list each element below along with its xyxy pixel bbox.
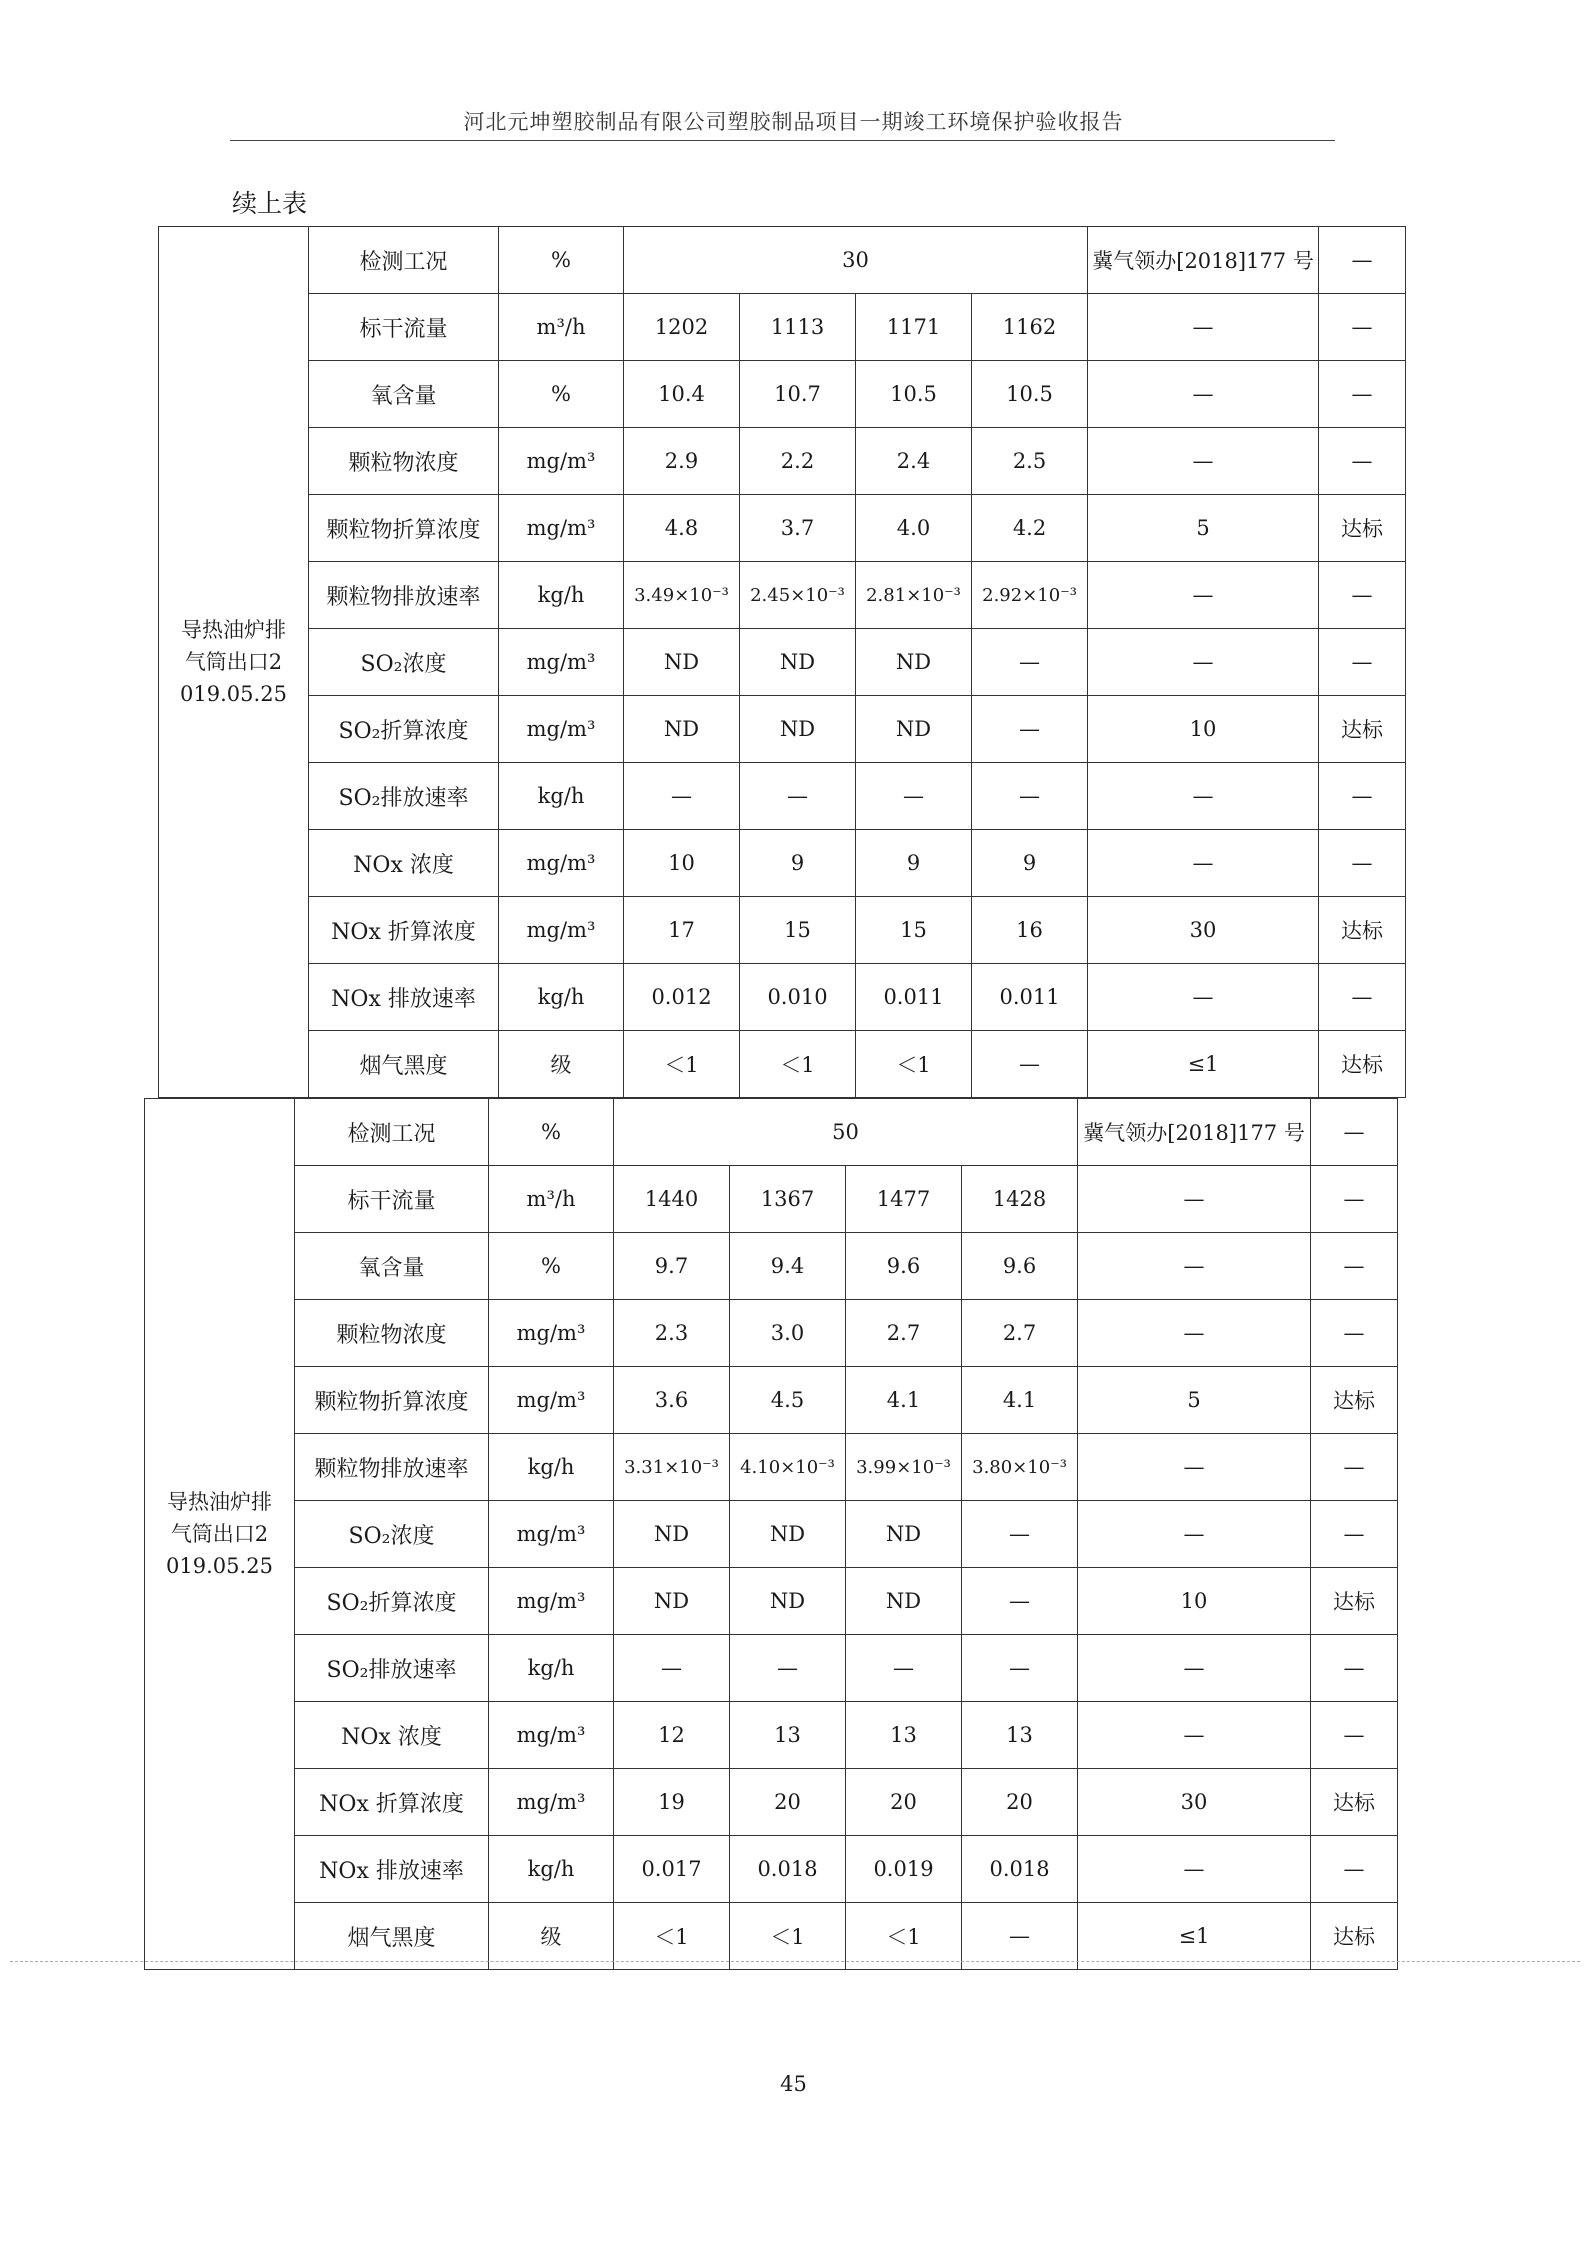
table-row bbox=[159, 227, 1406, 294]
unit: mg/m³ bbox=[499, 428, 624, 495]
table-row bbox=[145, 1367, 1398, 1434]
table-row bbox=[145, 1099, 1398, 1166]
value-cell: 0.010 bbox=[740, 964, 856, 1031]
unit: mg/m³ bbox=[489, 1367, 614, 1434]
standard: ≤1 bbox=[1088, 1031, 1319, 1098]
value-cell: 10.5 bbox=[972, 361, 1088, 428]
value-cell: 1440 bbox=[614, 1166, 730, 1233]
value-cell: 4.2 bbox=[972, 495, 1088, 562]
result: 达标 bbox=[1319, 696, 1406, 763]
result: 达标 bbox=[1319, 897, 1406, 964]
continued-label: 续上表 bbox=[232, 189, 308, 218]
standard: 5 bbox=[1088, 495, 1319, 562]
standard: 冀气领办[2018]177 号 bbox=[1078, 1099, 1311, 1166]
table-row bbox=[145, 1233, 1398, 1300]
value-cell: 13 bbox=[962, 1702, 1078, 1769]
table-row bbox=[159, 495, 1406, 562]
standard: — bbox=[1078, 1836, 1311, 1903]
item-name: 标干流量 bbox=[309, 294, 499, 361]
value-cell: 10.7 bbox=[740, 361, 856, 428]
result: — bbox=[1311, 1166, 1398, 1233]
value-cell: 0.018 bbox=[730, 1836, 846, 1903]
result: — bbox=[1319, 964, 1406, 1031]
unit: mg/m³ bbox=[489, 1568, 614, 1635]
table-row bbox=[145, 1702, 1398, 1769]
value-cell: 1171 bbox=[856, 294, 972, 361]
value-cell: 2.92×10⁻³ bbox=[972, 562, 1088, 629]
unit: mg/m³ bbox=[499, 629, 624, 696]
item-name: NOx 折算浓度 bbox=[295, 1769, 489, 1836]
result: — bbox=[1311, 1300, 1398, 1367]
value-cell: ND bbox=[614, 1568, 730, 1635]
value-cell: 2.3 bbox=[614, 1300, 730, 1367]
standard: 冀气领办[2018]177 号 bbox=[1088, 227, 1319, 294]
value-cell: ND bbox=[740, 629, 856, 696]
table-row bbox=[159, 294, 1406, 361]
monitoring-table-1 bbox=[158, 226, 1406, 1098]
value-cell: ＜1 bbox=[614, 1903, 730, 1970]
value-cell: 2.5 bbox=[972, 428, 1088, 495]
result: — bbox=[1319, 428, 1406, 495]
standard: — bbox=[1078, 1300, 1311, 1367]
value-cell: 10.5 bbox=[856, 361, 972, 428]
table-row bbox=[159, 562, 1406, 629]
table-row bbox=[145, 1568, 1398, 1635]
item-name: 颗粒物折算浓度 bbox=[295, 1367, 489, 1434]
unit: % bbox=[499, 227, 624, 294]
value-cell: 9.4 bbox=[730, 1233, 846, 1300]
standard: — bbox=[1088, 830, 1319, 897]
value-cell: — bbox=[972, 1031, 1088, 1098]
table-row bbox=[145, 1769, 1398, 1836]
value-cell: 20 bbox=[730, 1769, 846, 1836]
value-cell: 12 bbox=[614, 1702, 730, 1769]
value-cell: 2.9 bbox=[624, 428, 740, 495]
value-cell: ND bbox=[614, 1501, 730, 1568]
standard: — bbox=[1078, 1166, 1311, 1233]
value-cell: 2.4 bbox=[856, 428, 972, 495]
table-row bbox=[145, 1836, 1398, 1903]
value-cell: 13 bbox=[730, 1702, 846, 1769]
value-cell: 3.7 bbox=[740, 495, 856, 562]
value-cell: 1202 bbox=[624, 294, 740, 361]
result: 达标 bbox=[1311, 1568, 1398, 1635]
result: — bbox=[1311, 1702, 1398, 1769]
value-cell: — bbox=[962, 1501, 1078, 1568]
value-cell: 2.45×10⁻³ bbox=[740, 562, 856, 629]
value-cell: 20 bbox=[846, 1769, 962, 1836]
value-cell: 4.1 bbox=[962, 1367, 1078, 1434]
table-row bbox=[159, 964, 1406, 1031]
value-cell: — bbox=[730, 1635, 846, 1702]
unit: % bbox=[489, 1099, 614, 1166]
value-cell: — bbox=[962, 1635, 1078, 1702]
unit: 级 bbox=[489, 1903, 614, 1970]
value-cell: 10.4 bbox=[624, 361, 740, 428]
value-cell: 10 bbox=[624, 830, 740, 897]
value-cell: 9 bbox=[972, 830, 1088, 897]
item-name: 颗粒物排放速率 bbox=[309, 562, 499, 629]
unit: kg/h bbox=[489, 1836, 614, 1903]
standard: — bbox=[1078, 1501, 1311, 1568]
item-name: 颗粒物浓度 bbox=[309, 428, 499, 495]
value-cell: 2.7 bbox=[846, 1300, 962, 1367]
table-body bbox=[145, 1099, 1398, 1970]
value-cell: 4.10×10⁻³ bbox=[730, 1434, 846, 1501]
standard: — bbox=[1088, 294, 1319, 361]
standard: — bbox=[1078, 1635, 1311, 1702]
site-label: 导热油炉排 气筒出口2 019.05.25 bbox=[159, 227, 309, 1098]
result: — bbox=[1311, 1501, 1398, 1568]
standard: — bbox=[1088, 763, 1319, 830]
table-row bbox=[159, 1031, 1406, 1098]
item-name: SO₂排放速率 bbox=[295, 1635, 489, 1702]
unit: % bbox=[499, 361, 624, 428]
table-row bbox=[145, 1635, 1398, 1702]
standard: 10 bbox=[1088, 696, 1319, 763]
value-cell: 3.80×10⁻³ bbox=[962, 1434, 1078, 1501]
result: 达标 bbox=[1311, 1769, 1398, 1836]
value-cell: — bbox=[846, 1635, 962, 1702]
value-cell: — bbox=[962, 1568, 1078, 1635]
value-cell: — bbox=[972, 629, 1088, 696]
standard: — bbox=[1088, 964, 1319, 1031]
unit: 级 bbox=[499, 1031, 624, 1098]
item-name: 氧含量 bbox=[295, 1233, 489, 1300]
value-cell: 15 bbox=[856, 897, 972, 964]
value-cell: 3.31×10⁻³ bbox=[614, 1434, 730, 1501]
table-row bbox=[145, 1166, 1398, 1233]
result: — bbox=[1319, 227, 1406, 294]
value-cell: 19 bbox=[614, 1769, 730, 1836]
value-cell: — bbox=[972, 763, 1088, 830]
unit: kg/h bbox=[489, 1635, 614, 1702]
table-row bbox=[159, 361, 1406, 428]
value-cell: ND bbox=[740, 696, 856, 763]
table-row bbox=[145, 1501, 1398, 1568]
standard: — bbox=[1088, 562, 1319, 629]
unit: kg/h bbox=[499, 763, 624, 830]
value-cell: 0.011 bbox=[972, 964, 1088, 1031]
item-name: NOx 浓度 bbox=[295, 1702, 489, 1769]
item-name: 氧含量 bbox=[309, 361, 499, 428]
item-name: SO₂排放速率 bbox=[309, 763, 499, 830]
item-name: 颗粒物浓度 bbox=[295, 1300, 489, 1367]
item-name: 颗粒物折算浓度 bbox=[309, 495, 499, 562]
table-row bbox=[145, 1434, 1398, 1501]
unit: mg/m³ bbox=[489, 1501, 614, 1568]
value-cell: 20 bbox=[962, 1769, 1078, 1836]
unit: mg/m³ bbox=[499, 897, 624, 964]
page-number: 45 bbox=[780, 2072, 807, 2096]
value-cell: ＜1 bbox=[624, 1031, 740, 1098]
value-cell: 1477 bbox=[846, 1166, 962, 1233]
standard: — bbox=[1088, 428, 1319, 495]
table-row bbox=[145, 1300, 1398, 1367]
value-cell: 4.5 bbox=[730, 1367, 846, 1434]
result: — bbox=[1319, 830, 1406, 897]
value-cell: ＜1 bbox=[856, 1031, 972, 1098]
value-cell: ND bbox=[730, 1568, 846, 1635]
value-cell: 2.7 bbox=[962, 1300, 1078, 1367]
result: 达标 bbox=[1311, 1367, 1398, 1434]
value-cell: ND bbox=[856, 696, 972, 763]
standard: — bbox=[1088, 361, 1319, 428]
unit: mg/m³ bbox=[489, 1702, 614, 1769]
value-cell: 9.6 bbox=[962, 1233, 1078, 1300]
unit: % bbox=[489, 1233, 614, 1300]
value-cell: ND bbox=[624, 629, 740, 696]
table-row bbox=[159, 830, 1406, 897]
result: 达标 bbox=[1319, 495, 1406, 562]
value-cell: — bbox=[962, 1903, 1078, 1970]
standard: 30 bbox=[1078, 1769, 1311, 1836]
value-cell: — bbox=[614, 1635, 730, 1702]
item-name: NOx 排放速率 bbox=[309, 964, 499, 1031]
value-cell: 1162 bbox=[972, 294, 1088, 361]
value-cell: ＜1 bbox=[740, 1031, 856, 1098]
scan-edge-line bbox=[10, 1961, 1580, 1962]
result: 达标 bbox=[1319, 1031, 1406, 1098]
result: — bbox=[1311, 1635, 1398, 1702]
unit: mg/m³ bbox=[489, 1769, 614, 1836]
table-row bbox=[145, 1903, 1398, 1970]
table-row bbox=[159, 897, 1406, 964]
header-rule bbox=[230, 140, 1335, 141]
unit: kg/h bbox=[489, 1434, 614, 1501]
value-cell: 9 bbox=[740, 830, 856, 897]
value-cell: ＜1 bbox=[846, 1903, 962, 1970]
standard: — bbox=[1088, 629, 1319, 696]
item-name: SO₂浓度 bbox=[295, 1501, 489, 1568]
item-name: 标干流量 bbox=[295, 1166, 489, 1233]
value-cell: 1428 bbox=[962, 1166, 1078, 1233]
item-name: 烟气黑度 bbox=[309, 1031, 499, 1098]
table-row bbox=[159, 428, 1406, 495]
value-cell: 0.019 bbox=[846, 1836, 962, 1903]
result: — bbox=[1311, 1233, 1398, 1300]
value-cell: ND bbox=[846, 1501, 962, 1568]
unit: kg/h bbox=[499, 562, 624, 629]
value-cell: 9.6 bbox=[846, 1233, 962, 1300]
value-cell: — bbox=[972, 696, 1088, 763]
result: — bbox=[1319, 294, 1406, 361]
item-name: NOx 折算浓度 bbox=[309, 897, 499, 964]
value-cell: 13 bbox=[846, 1702, 962, 1769]
value-cell: ND bbox=[730, 1501, 846, 1568]
item-name: SO₂折算浓度 bbox=[309, 696, 499, 763]
unit: m³/h bbox=[489, 1166, 614, 1233]
value-cell: 17 bbox=[624, 897, 740, 964]
value-cell: 0.011 bbox=[856, 964, 972, 1031]
result: — bbox=[1319, 763, 1406, 830]
item-name: SO₂折算浓度 bbox=[295, 1568, 489, 1635]
item-name: 烟气黑度 bbox=[295, 1903, 489, 1970]
value-cell: 4.1 bbox=[846, 1367, 962, 1434]
result: — bbox=[1311, 1434, 1398, 1501]
value-cell: — bbox=[740, 763, 856, 830]
result: — bbox=[1311, 1099, 1398, 1166]
item-name: 检测工况 bbox=[295, 1099, 489, 1166]
value-cell: 1113 bbox=[740, 294, 856, 361]
unit: mg/m³ bbox=[489, 1300, 614, 1367]
result: — bbox=[1319, 629, 1406, 696]
unit: m³/h bbox=[499, 294, 624, 361]
standard: 5 bbox=[1078, 1367, 1311, 1434]
page-header-title: 河北元坤塑胶制品有限公司塑胶制品项目一期竣工环境保护验收报告 bbox=[463, 110, 1124, 134]
value-cell: — bbox=[856, 763, 972, 830]
unit: mg/m³ bbox=[499, 696, 624, 763]
value-cell: 16 bbox=[972, 897, 1088, 964]
value-cell: 3.99×10⁻³ bbox=[846, 1434, 962, 1501]
value-cell: 0.012 bbox=[624, 964, 740, 1031]
value-cell: 9 bbox=[856, 830, 972, 897]
value-cell: 2.2 bbox=[740, 428, 856, 495]
item-name: 检测工况 bbox=[309, 227, 499, 294]
table-body bbox=[159, 227, 1406, 1098]
value-cell: ND bbox=[856, 629, 972, 696]
value-cell: 50 bbox=[614, 1099, 1078, 1166]
value-cell: 30 bbox=[624, 227, 1088, 294]
table-row bbox=[159, 763, 1406, 830]
site-label: 导热油炉排 气筒出口2 019.05.25 bbox=[145, 1099, 295, 1970]
value-cell: 1367 bbox=[730, 1166, 846, 1233]
value-cell: 4.8 bbox=[624, 495, 740, 562]
unit: kg/h bbox=[499, 964, 624, 1031]
standard: — bbox=[1078, 1434, 1311, 1501]
value-cell: 3.0 bbox=[730, 1300, 846, 1367]
value-cell: 9.7 bbox=[614, 1233, 730, 1300]
value-cell: 3.6 bbox=[614, 1367, 730, 1434]
unit: mg/m³ bbox=[499, 830, 624, 897]
value-cell: — bbox=[624, 763, 740, 830]
standard: 30 bbox=[1088, 897, 1319, 964]
result: — bbox=[1319, 361, 1406, 428]
item-name: 颗粒物排放速率 bbox=[295, 1434, 489, 1501]
value-cell: 3.49×10⁻³ bbox=[624, 562, 740, 629]
standard: — bbox=[1078, 1233, 1311, 1300]
unit: mg/m³ bbox=[499, 495, 624, 562]
value-cell: 0.017 bbox=[614, 1836, 730, 1903]
value-cell: ND bbox=[846, 1568, 962, 1635]
item-name: NOx 浓度 bbox=[309, 830, 499, 897]
standard: — bbox=[1078, 1702, 1311, 1769]
item-name: NOx 排放速率 bbox=[295, 1836, 489, 1903]
value-cell: 0.018 bbox=[962, 1836, 1078, 1903]
standard: ≤1 bbox=[1078, 1903, 1311, 1970]
value-cell: ND bbox=[624, 696, 740, 763]
monitoring-table-2 bbox=[144, 1098, 1398, 1970]
result: — bbox=[1311, 1836, 1398, 1903]
value-cell: 4.0 bbox=[856, 495, 972, 562]
table-row bbox=[159, 629, 1406, 696]
table-row bbox=[159, 696, 1406, 763]
result: 达标 bbox=[1311, 1903, 1398, 1970]
value-cell: ＜1 bbox=[730, 1903, 846, 1970]
value-cell: 15 bbox=[740, 897, 856, 964]
item-name: SO₂浓度 bbox=[309, 629, 499, 696]
value-cell: 2.81×10⁻³ bbox=[856, 562, 972, 629]
result: — bbox=[1319, 562, 1406, 629]
standard: 10 bbox=[1078, 1568, 1311, 1635]
